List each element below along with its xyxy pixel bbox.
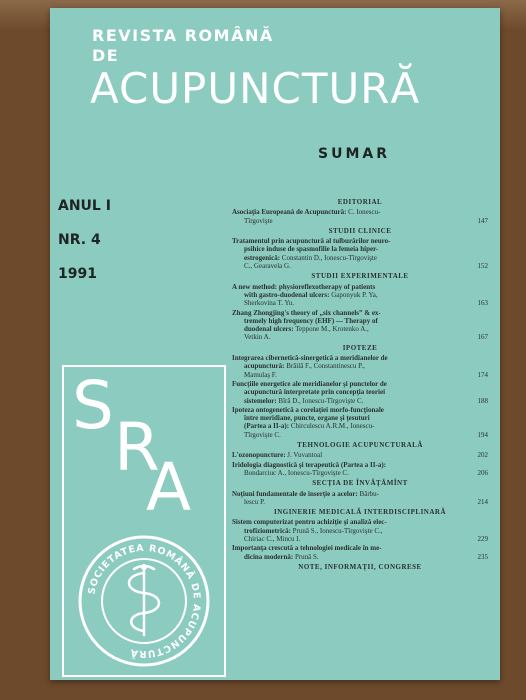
entry-authors: Bîră D., Ionescu-Tîrgovişte C. <box>278 396 364 405</box>
section-heading-experimentale: STUDII EXPERIMENTALE <box>311 272 409 281</box>
masthead-line-2: DE <box>92 46 120 65</box>
entry-authors-cont: Tîrgovişte C. <box>244 430 281 439</box>
entry-title-cont: (Partea a II-a): <box>244 422 290 431</box>
toc-entry <box>232 237 488 270</box>
masthead-line-1: REVISTA ROMÂNĂ <box>92 26 274 45</box>
entry-authors-cont: Chiriac C., Mincu I. <box>244 534 301 543</box>
logo-letter-r: R <box>114 409 160 486</box>
masthead-title: ACUPUNCTURĂ <box>90 64 421 113</box>
toc-entry <box>232 309 488 342</box>
entry-authors: Constantin D., Ionescu-Tîrgovişte <box>281 253 377 262</box>
entry-title-cont: with gastro-duodenal ulcers: <box>244 290 330 299</box>
entry-page: 235 <box>477 552 488 561</box>
toc-entry <box>232 490 488 507</box>
sra-logo-panel <box>62 365 226 677</box>
entry-page: 214 <box>477 497 488 506</box>
section-heading-invatamint: SECŢIA DE ÎNVĂŢĂMÎNT <box>312 479 408 488</box>
toc-entry <box>232 380 488 405</box>
toc-entry <box>232 354 488 379</box>
entry-page: 202 <box>477 451 488 460</box>
seal-text: SOCIETATEA ROMÂNĂ DE ACUPUNCTURĂ <box>86 542 203 660</box>
section-heading-inginerie: INGINERIE MEDICALĂ INTERDISCIPLINARĂ <box>273 508 447 517</box>
section-heading-note: NOTE, INFORMAŢII, CONGRESE <box>298 562 422 571</box>
contents-heading: SUMAR <box>318 146 390 162</box>
masthead-subtitle <box>92 26 274 66</box>
issue-number: NR. 4 <box>58 232 101 248</box>
entry-authors-cont: Sherkovina T. Yu. <box>244 299 295 308</box>
entry-authors-cont: Mamulaş F. <box>244 370 277 379</box>
entry-title-cont: tremely high frequency (EHF) — Therapy of <box>244 316 378 325</box>
entry-title-cont: dicina modernă: <box>244 552 294 561</box>
entry-page: 206 <box>477 468 488 477</box>
entry-title: Noţiuni fundamentale de inserţie a acelor: <box>232 489 358 498</box>
entry-title: L'ozonopuncture: <box>232 451 286 460</box>
magazine-cover <box>50 8 500 680</box>
entry-title: Importanţa crescută a tehnologiei medicale în me- <box>232 544 382 553</box>
entry-title: Iridologia diagnostică şi terapeutică (Partea a II-a): <box>232 460 386 469</box>
entry-authors: Chirculescu A.R.M., Ionescu- <box>290 422 375 431</box>
entry-page: 147 <box>477 216 488 225</box>
entry-title-cont: trofiziometrică: <box>244 526 291 535</box>
toc-entry <box>232 544 488 561</box>
section-heading-tehnologie: TEHNOLOGIE ACUPUNCTURALĂ <box>297 441 423 450</box>
entry-title-cont: psihice induse de spasmofilie la femeia hiper- <box>244 245 379 254</box>
issue-year: 1991 <box>58 266 97 282</box>
table-of-contents <box>232 196 488 573</box>
entry-authors: Prună S. <box>294 552 319 561</box>
entry-page: 152 <box>477 262 488 271</box>
entry-authors: Gaponyuk P. Ya, <box>331 290 378 299</box>
logo-letter-s: S <box>72 367 114 444</box>
entry-page: 188 <box>477 396 488 405</box>
toc-entry <box>232 518 488 543</box>
entry-title-cont: între meridiane, puncte, organe şi ţesuturi <box>244 414 370 423</box>
toc-entry <box>232 283 488 308</box>
entry-page: 174 <box>477 370 488 379</box>
entry-authors-cont: Vetkin A. <box>244 333 271 342</box>
society-seal-icon <box>74 533 214 669</box>
issue-year-label: ANUL I <box>58 198 111 214</box>
logo-letter-a: A <box>146 449 192 526</box>
entry-title-cont: duodenal ulcers: <box>244 325 294 334</box>
toc-entry <box>232 461 488 478</box>
entry-page: 167 <box>477 333 488 342</box>
entry-title: Asociaţia Europeană de Acupunctură: <box>232 208 347 217</box>
section-heading-editorial: EDITORIAL <box>337 198 383 206</box>
entry-title-cont: acupunctură interpretate prin concepţia teoriei <box>244 388 386 397</box>
entry-title: Sistem computerizat pentru achiziţie şi analiză elec- <box>232 518 387 527</box>
entry-authors-cont: C., Gearavela G. <box>244 262 291 271</box>
entry-authors: J. Vuvantoal <box>287 451 323 460</box>
toc-entry <box>232 406 488 439</box>
entry-title: Integrarea cibernetică-sinergetică a meridianelor de <box>232 354 388 363</box>
entry-title-cont: sistemelor: <box>244 396 277 405</box>
entry-title: Ipoteza ontogenetică a corelaţiei morfo-funcţionale <box>232 405 384 414</box>
entry-title: A new method: physioreflexotherapy of patients <box>232 282 376 291</box>
entry-title: Funcţiile energetice ale meridianelor şi punctelor de <box>232 379 387 388</box>
section-heading-ipoteze: IPOTEZE <box>342 343 378 352</box>
toc-entry <box>232 208 488 225</box>
entry-authors-cont: lescu P. <box>244 497 265 506</box>
entry-title-cont: estrogenică: <box>244 253 281 262</box>
entry-authors: Teppone M., Krotenko A., <box>295 325 369 334</box>
entry-title: Zhang Zhongjing's theory of „six channels” & ex- <box>232 308 381 317</box>
toc-entry <box>232 451 488 459</box>
entry-page: 194 <box>477 430 488 439</box>
entry-title-cont: acupunctură: <box>244 362 285 371</box>
entry-authors: Bondarciuc A., Ionescu-Tîrgovişte C. <box>244 468 349 477</box>
section-heading-clinice: STUDII CLINICE <box>328 226 392 235</box>
entry-page: 163 <box>477 299 488 308</box>
entry-authors-cont: Tîrgovişte <box>244 216 273 225</box>
entry-authors: Bărbu- <box>359 489 379 498</box>
entry-title: Tratamentul prin acupunctură al tulburărilor neuro- <box>232 237 391 246</box>
entry-authors: Brăilă F., Constantinescu P., <box>286 362 365 371</box>
entry-authors: Prună S., Ionescu-Tîrgovişte C., <box>292 526 383 535</box>
entry-authors: C. Ionescu- <box>348 208 381 217</box>
entry-page: 229 <box>477 534 488 543</box>
